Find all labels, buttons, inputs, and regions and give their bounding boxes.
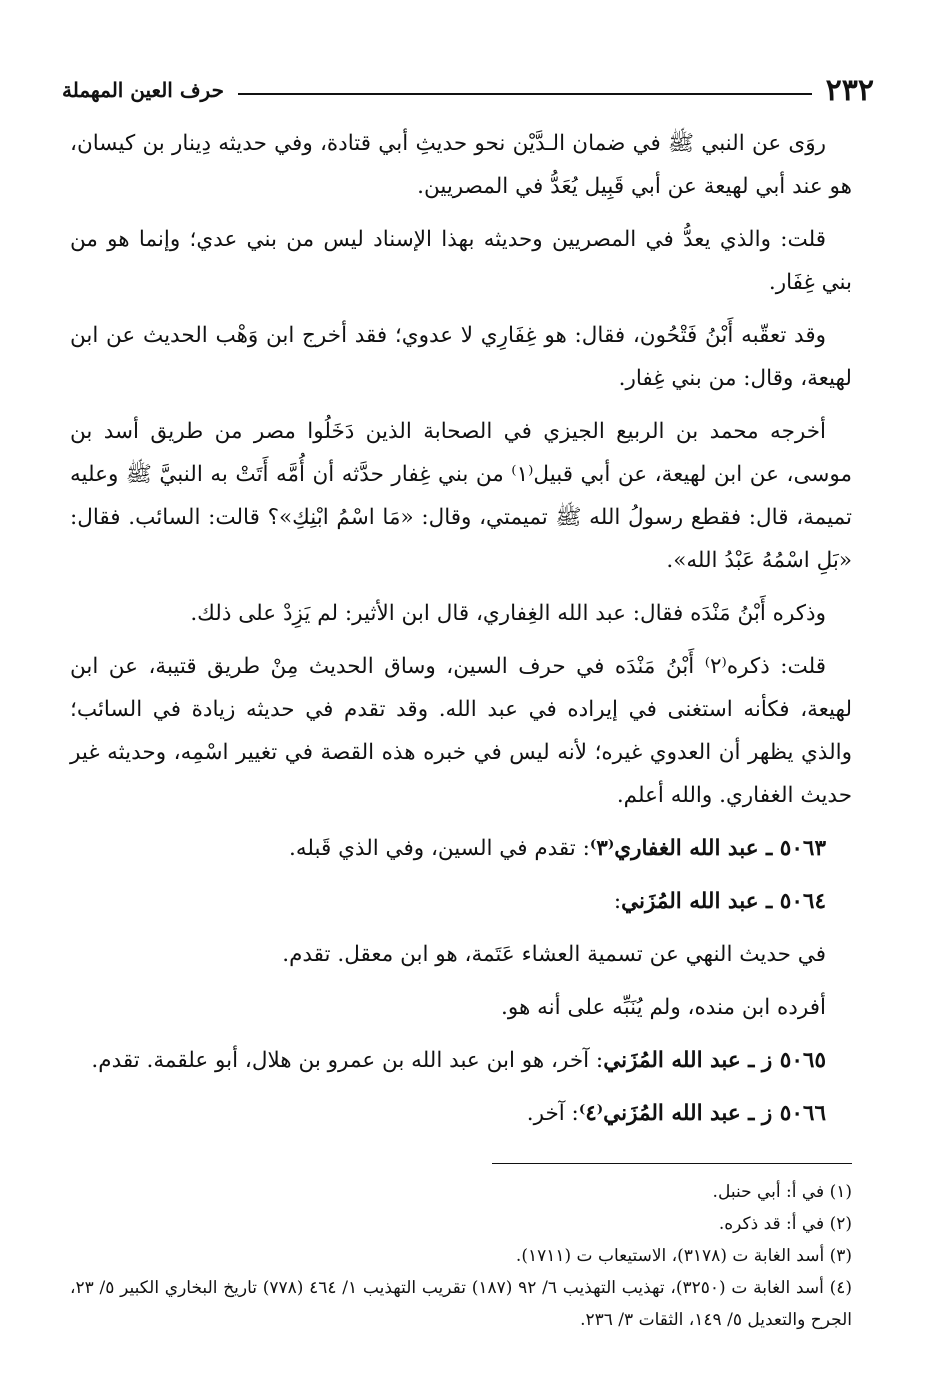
page-number: ٢٣٢ xyxy=(825,72,874,108)
paragraph xyxy=(70,218,852,304)
paragraph-text: قلت: ذكره⁽٢⁾ أَبْنُ مَنْدَه في حرف السين، وساق الحديث مِنْ طريق قتيبة، عن ابن لهيعة، فكأنه استغنى في إيراده في عبد الله. وقد تقدم في حديثه زيادة في السائب؛ والذي يظهر أن العدوي غيره؛ لأنه ليس في خبره هذه القصة في تغيير اسْمِه، وحديثه غير حديث الغفاري. والله أعلم. xyxy=(70,654,852,808)
header-rule xyxy=(238,93,812,95)
entry xyxy=(70,933,852,976)
footnote: (٢) في أ: قد ذكره. xyxy=(718,1214,852,1234)
entry-text: في حديث النهي عن تسمية العشاء عَتَمة، هو ابن معقل. تقدم. xyxy=(282,942,826,967)
entry-text: : آخر، هو ابن عبد الله بن عمرو بن هلال، أبو علقمة. تقدم. xyxy=(91,1048,604,1073)
paragraph xyxy=(70,122,852,208)
entry xyxy=(70,827,852,870)
entry xyxy=(70,1092,852,1135)
footnote-rule xyxy=(492,1163,852,1164)
paragraph-text: وذكره أَبْنُ مَنْدَه فقال: عبد الله الغِفاري، قال ابن الأثير: لم يَزِدْ على ذلك. xyxy=(190,601,826,626)
footnotes xyxy=(70,1176,852,1336)
page-header xyxy=(62,70,874,110)
paragraph xyxy=(70,645,852,817)
footnote: (٤) أسد الغابة ت (٣٢٥٠)، تهذيب التهذيب ٦/ ٩٢ (١٨٧) تقريب التهذيب ١/ ٤٦٤ (٧٧٨) تاريخ البخاري الكبير ٥/ ٢٣، الجرح والتعديل ٥/ ١٤٩، الثقات ٣/ ٢٣٦. xyxy=(70,1278,853,1330)
paragraph-text: قلت: والذي يعدُّ في المصريين وحديثه بهذا الإسناد ليس من بني عدي؛ وإنما هو من بني غِفَار. xyxy=(70,227,852,295)
paragraph-text: روَى عن النبي ﷺ في ضمان الـدَّيْن نحو حديثِ أبي قتادة، وفي حديثه دِينار بن كيسان، هو عند أبي لهيعة عن أبي قَبِيل يُعَدُّ في المصريين. xyxy=(70,131,852,199)
paragraph xyxy=(70,592,852,635)
entry xyxy=(70,880,852,923)
entry-text: أفرده ابن منده، ولم يُنَبِّه على أنه هو. xyxy=(501,995,826,1020)
paragraph-text: أخرجه محمد بن الربيع الجيزي في الصحابة الذين دَخَلُوا مصر من طريق أسد بن موسى، عن ابن لهيعة، عن أبي قبيل⁽١⁾ من بني غِفار حدَّثه أن أُمَّه أَتَتْ به النبيَّ ﷺ وعليه تميمة، قال: فقطع رسولُ الله ﷺ تميمتي، وقال: «مَا اسْمُ ابْنِكِ»؟ قالت: السائب. فقال: «بَلِ اسْمُهُ عَبْدُ الله». xyxy=(70,419,853,573)
footnote: (١) في أ: أبي حنبل. xyxy=(712,1182,852,1202)
entry-heading: ٥٠٦٥ ز ـ عبد الله المُزَني xyxy=(603,1048,826,1073)
running-title: حرف العين المهملة xyxy=(62,78,224,102)
entry xyxy=(70,1039,852,1082)
paragraph xyxy=(70,314,852,400)
paragraph xyxy=(70,410,852,582)
entry xyxy=(70,986,852,1029)
paragraph-text: وقد تعقّبه أَبْنُ فَتْحُون، فقال: هو غِفَارِي لا عدوي؛ فقد أخرج ابن وَهْب الحديث عن ابن لهيعة، وقال: من بني غِفار. xyxy=(70,323,852,391)
footnote: (٣) أسد الغابة ت (٣١٧٨)، الاستيعاب ت (١٧١١). xyxy=(515,1246,852,1266)
entry-text: : آخر. xyxy=(526,1101,579,1126)
entry-heading: ٥٠٦٦ ز ـ عبد الله المُزَني⁽٤⁾ xyxy=(578,1101,826,1126)
entry-text: : xyxy=(613,889,622,914)
entry-heading: ٥٠٦٤ ـ عبد الله المُزَني xyxy=(621,889,826,914)
entry-heading: ٥٠٦٣ ـ عبد الله الغفاري⁽٣⁾ xyxy=(589,836,826,861)
main-text xyxy=(70,122,852,1145)
entry-text: : تقدم في السين، وفي الذي قَبله. xyxy=(289,836,590,861)
